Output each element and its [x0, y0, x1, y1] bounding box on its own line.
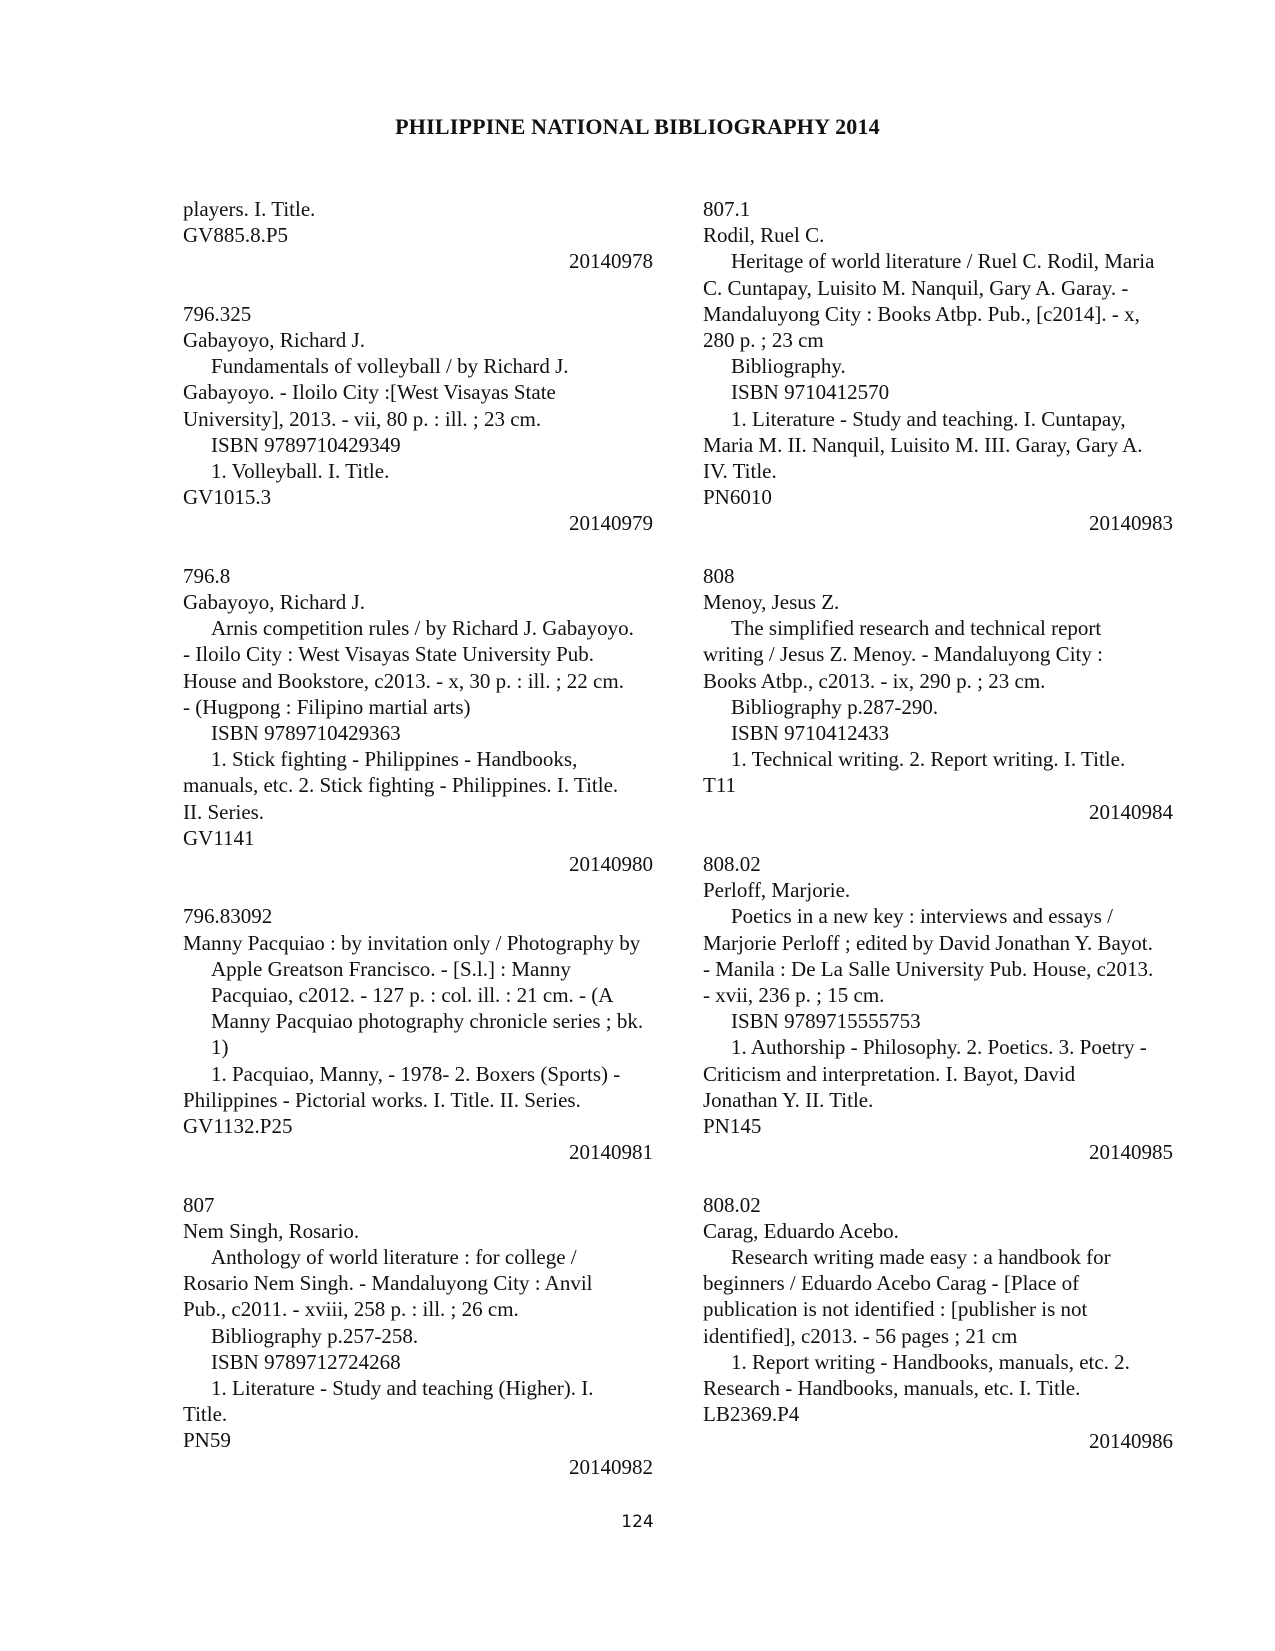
- entry-line: 807.1: [703, 197, 751, 221]
- entry-line: 1. Report writing - Handbooks, manuals, etc. 2.: [731, 1349, 1130, 1374]
- record-number: 20140982: [569, 1454, 653, 1479]
- entry-line: 808.02: [703, 1192, 761, 1217]
- entry-line: House and Bookstore, c2013. - x, 30 p. : ill. ; 22 cm.: [183, 668, 624, 693]
- entry-line: 280 p. ; 23 cm: [703, 328, 824, 353]
- entry-line: 1. Authorship - Philosophy. 2. Poetics. 3. Poetry -: [731, 1035, 1147, 1060]
- entry-line: Fundamentals of volleyball / by Richard J.: [211, 354, 569, 379]
- entry-line: Gabayoyo, Richard J.: [183, 590, 365, 615]
- entry-line: Pub., c2011. - xviii, 258 p. : ill. ; 26 cm.: [183, 1297, 519, 1322]
- entry-line: Gabayoyo. - Iloilo City :[West Visayas State: [183, 380, 556, 405]
- entry-line: PN59: [183, 1428, 231, 1453]
- entry-line: 1. Stick fighting - Philippines - Handbooks,: [211, 747, 578, 772]
- record-number: 20140978: [569, 249, 653, 274]
- entry-line: ISBN 9789712724268: [211, 1349, 401, 1374]
- entry-line: 1. Volleyball. I. Title.: [211, 459, 390, 484]
- entry-line: 1. Literature - Study and teaching (Higher). I.: [211, 1376, 594, 1401]
- entry-line: 808.02: [703, 852, 761, 877]
- right-column: [703, 196, 1173, 1454]
- page-title: PHILIPPINE NATIONAL BIBLIOGRAPHY 2014: [395, 114, 880, 139]
- bibliography-entry: [703, 1192, 1173, 1454]
- bibliography-entry: [703, 563, 1173, 825]
- entry-line: 1. Technical writing. 2. Report writing. I. Title.: [731, 747, 1126, 772]
- entry-line: 1. Literature - Study and teaching. I. Cuntapay,: [731, 406, 1126, 431]
- entry-line: GV1141: [183, 825, 255, 850]
- entry-line: ISBN 9710412570: [731, 380, 890, 405]
- bibliography-entry: [183, 1192, 653, 1480]
- entry-line: Rosario Nem Singh. - Mandaluyong City : Anvil: [183, 1271, 593, 1296]
- entry-line: writing / Jesus Z. Menoy. - Mandaluyong City :: [703, 642, 1103, 667]
- entry-line: ISBN 9710412433: [731, 721, 890, 746]
- entry-line: Perloff, Marjorie.: [703, 878, 851, 903]
- entry-line: IV. Title.: [703, 459, 777, 484]
- entry-line: Bibliography.: [731, 354, 846, 379]
- entry-line: Poetics in a new key : interviews and essays /: [731, 904, 1113, 929]
- entry-line: Bibliography p.257-258.: [211, 1323, 419, 1348]
- record-number: 20140980: [569, 852, 653, 877]
- entry-line: - xvii, 236 p. ; 15 cm.: [703, 983, 885, 1008]
- entry-line: Menoy, Jesus Z.: [703, 590, 840, 615]
- left-column: [183, 196, 653, 1480]
- entry-line: Carag, Eduardo Acebo.: [703, 1218, 899, 1243]
- entry-line: Anthology of world literature : for college /: [211, 1245, 577, 1270]
- record-number: 20140986: [1089, 1428, 1173, 1453]
- entry-line: PN145: [703, 1114, 762, 1139]
- entry-line: GV1132.P25: [183, 1114, 293, 1139]
- bibliography-entry: [703, 196, 1173, 537]
- entry-line: The simplified research and technical report: [731, 616, 1102, 641]
- entry-line: 796.8: [183, 563, 231, 588]
- bibliography-entry: [183, 301, 653, 537]
- entry-line: Nem Singh, Rosario.: [183, 1218, 360, 1243]
- bibliography-entry: [183, 196, 653, 275]
- entry-line: Books Atbp., c2013. - ix, 290 p. ; 23 cm.: [703, 668, 1046, 693]
- entry-line: manuals, etc. 2. Stick fighting - Philippines. I. Title.: [183, 773, 619, 798]
- entry-line: Manny Pacquiao : by invitation only / Photography by Apple Greatson Francisco. - [S.l.] : Manny Pacquiao, c2012. - 127 p. : col. ill. : 21 cm. - (A Manny Pacquiao photography chronicle series ; bk. 1): [183, 930, 644, 1060]
- record-number: 20140979: [569, 511, 653, 536]
- entry-line: Bibliography p.287-290.: [731, 694, 939, 719]
- entry-line: Arnis competition rules / by Richard J. Gabayoyo.: [211, 616, 634, 641]
- record-number: 20140983: [1089, 511, 1173, 536]
- record-number: 20140985: [1089, 1140, 1173, 1165]
- entry-line: 796.325: [183, 301, 252, 326]
- entry-line: T11: [703, 773, 737, 798]
- entry-line: ISBN 9789710429363: [211, 721, 401, 746]
- entry-line: Title.: [183, 1402, 228, 1427]
- entry-line: - Iloilo City : West Visayas State University Pub.: [183, 642, 595, 667]
- entry-line: GV885.8.P5: [183, 223, 289, 248]
- entry-line: University], 2013. - vii, 80 p. : ill. ; 23 cm.: [183, 406, 542, 431]
- entry-line: LB2369.P4: [703, 1402, 800, 1427]
- entry-line: Research writing made easy : a handbook for: [731, 1245, 1111, 1270]
- entry-line: Research - Handbooks, manuals, etc. I. Title.: [703, 1376, 1081, 1401]
- record-number: 20140984: [1089, 799, 1173, 824]
- record-number: 20140981: [569, 1140, 653, 1165]
- entry-line: PN6010: [703, 485, 772, 510]
- entry-line: 1. Pacquiao, Manny, - 1978- 2. Boxers (Sports) -: [211, 1061, 621, 1086]
- entry-line: beginners / Eduardo Acebo Carag - [Place of: [703, 1271, 1080, 1296]
- bibliography-entry: [183, 903, 653, 1165]
- entry-line: publication is not identified : [publisher is not: [703, 1297, 1088, 1322]
- entry-line: Mandaluyong City : Books Atbp. Pub., [c2014]. - x,: [703, 301, 1140, 326]
- entry-line: GV1015.3: [183, 485, 272, 510]
- entry-line: Gabayoyo, Richard J.: [183, 328, 365, 352]
- entry-line: ISBN 9789710429349: [211, 432, 401, 457]
- entry-line: - (Hugpong : Filipino martial arts): [183, 694, 471, 719]
- entry-line: Philippines - Pictorial works. I. Title. II. Series.: [183, 1087, 581, 1112]
- entry-line: 807: [183, 1192, 215, 1217]
- page-number: 124: [621, 1512, 654, 1532]
- entry-line: Rodil, Ruel C.: [703, 223, 825, 248]
- entry-line: identified], c2013. - 56 pages ; 21 cm: [703, 1323, 1018, 1348]
- entry-line: - Manila : De La Salle University Pub. House, c2013.: [703, 956, 1154, 981]
- bibliography-entry: [703, 851, 1173, 1165]
- entry-line: Maria M. II. Nanquil, Luisito M. III. Garay, Gary A.: [703, 432, 1143, 457]
- entry-line: II. Series.: [183, 799, 265, 824]
- bibliography-entry: [183, 563, 653, 877]
- entry-line: Criticism and interpretation. I. Bayot, David: [703, 1061, 1076, 1086]
- entry-line: C. Cuntapay, Luisito M. Nanquil, Gary A. Garay. -: [703, 275, 1129, 300]
- entry-line: Heritage of world literature / Ruel C. Rodil, Maria: [731, 249, 1155, 274]
- entry-line: 796.83092: [183, 904, 273, 929]
- entry-line: ISBN 9789715555753: [731, 1009, 921, 1034]
- entry-line: players. I. Title.: [183, 197, 316, 221]
- entry-line: Marjorie Perloff ; edited by David Jonathan Y. Bayot.: [703, 930, 1153, 955]
- entry-line: 808: [703, 563, 735, 588]
- entry-line: Jonathan Y. II. Title.: [703, 1087, 874, 1112]
